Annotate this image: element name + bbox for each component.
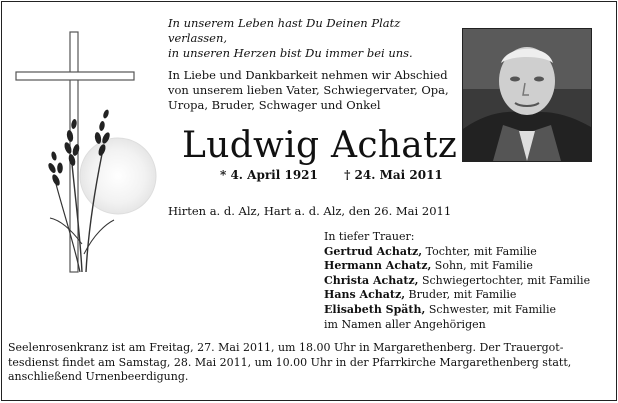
- mourner-entry: [324, 288, 614, 303]
- death-date: † 24. Mai 2011: [344, 168, 443, 182]
- mourner-name: Gertrud Achatz,: [324, 244, 423, 258]
- mourners-heading: In tiefer Trauer:: [324, 230, 415, 243]
- service-details: [8, 341, 608, 385]
- mourner-name: Elisabeth Späth,: [324, 302, 426, 316]
- mourner-relation: Tochter, mit Familie: [422, 244, 537, 258]
- service-line: Seelenrosenkranz ist am Freitag, 27. Mai 2011, um 18.00 Uhr in Margarethenberg. Der Trauergot-: [8, 341, 564, 354]
- place-and-date: Hirten a. d. Alz, Hart a. d. Alz, den 26. Mai 2011: [168, 204, 452, 218]
- portrait-image: [463, 29, 591, 161]
- service-line: tesdienst findet am Samstag, 28. Mai 2011, um 10.00 Uhr in der Pfarrkirche Margarethenberg statt,: [8, 355, 572, 369]
- obituary-card: [1, 1, 617, 401]
- mourners-list: [324, 230, 614, 332]
- mourner-entry: [324, 303, 614, 318]
- farewell-line: Uropa, Bruder, Schwager und Onkel: [168, 98, 381, 112]
- mourner-relation: Bruder, mit Familie: [405, 288, 517, 302]
- cross-with-wheat-icon: [10, 14, 160, 274]
- service-line: anschließend Urnenbeerdigung.: [8, 370, 189, 383]
- mourner-name: Christa Achatz,: [324, 273, 419, 287]
- farewell-line: In Liebe und Dankbarkeit nehmen wir Abschied: [168, 68, 448, 82]
- farewell-line: von unserem lieben Vater, Schwiegervater, Opa,: [168, 83, 449, 97]
- intro-verse: [168, 16, 458, 61]
- life-dates: [220, 168, 460, 182]
- mourner-relation: Sohn, mit Familie: [431, 259, 533, 273]
- birth-date: * 4. April 1921: [220, 168, 318, 182]
- intro-line: In unserem Leben hast Du Deinen Platz verlassen,: [168, 16, 401, 45]
- intro-line: in unseren Herzen bist Du immer bei uns.: [168, 46, 413, 60]
- mourners-closing: im Namen aller Angehörigen: [324, 317, 486, 331]
- farewell-text: [168, 68, 458, 113]
- mourner-entry: [324, 245, 614, 260]
- mourner-relation: Schwiegertochter, mit Familie: [418, 273, 591, 287]
- mourner-entry: [324, 259, 614, 274]
- mourner-name: Hans Achatz,: [324, 288, 406, 302]
- mourner-name: Hermann Achatz,: [324, 259, 432, 273]
- mourner-relation: Schwester, mit Familie: [425, 302, 556, 316]
- portrait-photo: [462, 28, 592, 162]
- deceased-name: Ludwig Achatz: [182, 125, 458, 166]
- mourner-entry: [324, 274, 614, 289]
